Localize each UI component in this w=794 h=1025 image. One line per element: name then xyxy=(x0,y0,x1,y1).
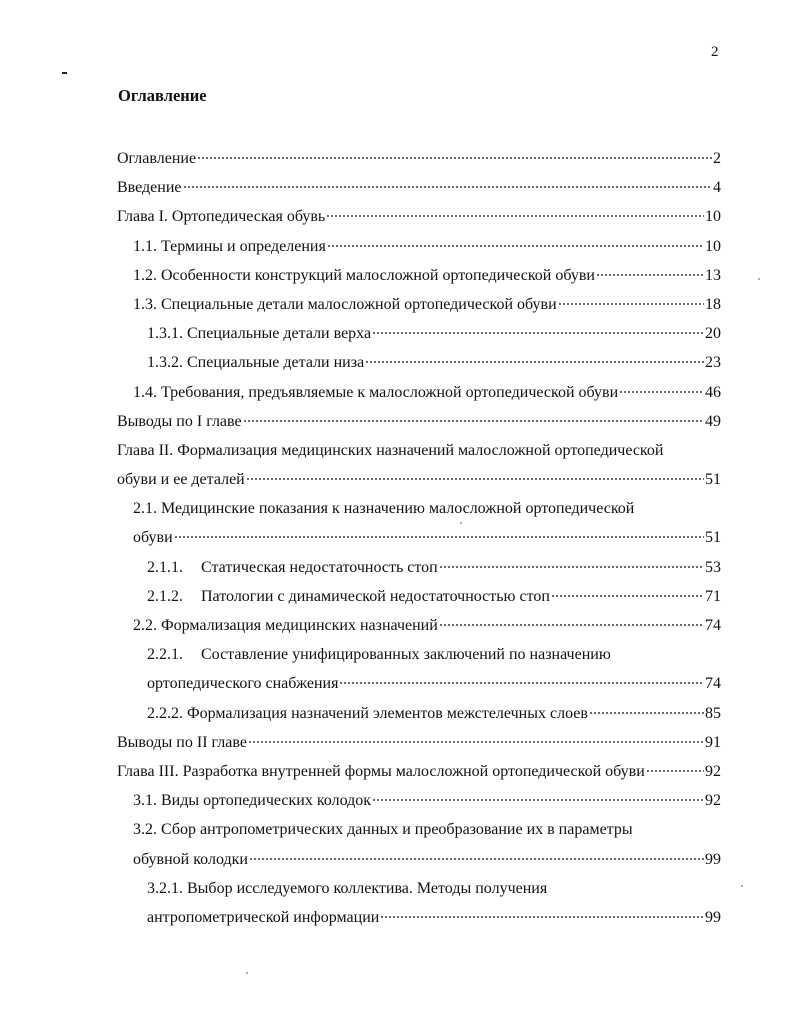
toc-entry[interactable] xyxy=(117,232,721,261)
toc-entry-title: обувной колодки xyxy=(133,850,248,868)
toc-entry-page: 20 xyxy=(705,325,721,343)
dot-leader xyxy=(339,672,704,688)
toc-entry-page: 53 xyxy=(705,558,721,576)
toc-entry[interactable] xyxy=(117,173,721,202)
toc-entry-title: антропометрической информации xyxy=(147,908,380,926)
toc-entry-title: 3.2.1. Выбор исследуемого коллектива. Методы получения xyxy=(147,879,548,897)
dot-leader xyxy=(246,468,704,484)
toc-entry-page: 10 xyxy=(705,237,721,255)
dot-leader xyxy=(327,235,704,251)
toc-entry-line xyxy=(117,815,721,844)
toc-entry[interactable] xyxy=(117,611,721,640)
toc-entry-line xyxy=(117,874,721,903)
toc-entry-title: Оглавление xyxy=(117,150,197,167)
toc-entry-title: 1.2. Особенности конструкций малосложной ортопедической обуви xyxy=(133,266,595,284)
toc-entry-title: 2.2. Формализация медицинских назначений xyxy=(133,617,438,634)
dot-leader xyxy=(183,176,713,192)
toc-entry-title: обуви xyxy=(133,529,173,547)
toc-entry-title: 1.4. Требования, предъявляемые к малосложной ортопедической обуви xyxy=(133,383,619,401)
toc-entry-title: 2.1. Медицинские показания к назначению малосложной ортопедической xyxy=(133,500,635,518)
toc-entry-title: Выводы по I главе xyxy=(117,412,242,430)
toc-entry-title: Введение xyxy=(117,179,182,197)
scan-mark xyxy=(62,72,67,74)
toc-entry-page: 85 xyxy=(705,704,721,722)
table-of-contents xyxy=(117,144,721,932)
toc-entry-title: 3.1. Виды ортопедических колодок xyxy=(133,792,372,810)
scan-speck xyxy=(741,885,743,887)
page-number: 2 xyxy=(711,44,719,60)
toc-entry-page: 13 xyxy=(705,266,721,284)
toc-entry-title: Глава I. Ортопедическая обувь xyxy=(117,208,326,226)
dot-leader xyxy=(646,760,704,776)
toc-entry-title: Глава II. Формализация медицинских назначений малосложной ортопедической xyxy=(117,441,664,459)
toc-entry[interactable] xyxy=(117,144,721,173)
toc-entry-title: 1.3. Специальные детали малосложной ортопедической обуви xyxy=(133,295,557,313)
toc-entry-title: 1.1. Термины и определения xyxy=(133,237,326,255)
toc-entry-page: 51 xyxy=(705,471,721,489)
toc-entry-page: 74 xyxy=(705,617,721,634)
toc-entry-title: Патологии с динамической недостаточностью стоп xyxy=(201,587,550,605)
dot-leader xyxy=(439,556,704,572)
toc-entry[interactable] xyxy=(117,669,721,698)
toc-entry-page: 71 xyxy=(705,587,721,605)
toc-entry-title: Статическая недостаточность стоп xyxy=(201,558,438,576)
dot-leader xyxy=(380,906,704,922)
toc-entry-page: 46 xyxy=(705,383,721,401)
toc-entry-number: 2.2.1. xyxy=(147,646,183,664)
toc-entry[interactable] xyxy=(117,290,721,319)
toc-entry-line xyxy=(117,640,721,669)
toc-entry-page: 51 xyxy=(705,529,721,547)
toc-entry[interactable] xyxy=(117,202,721,231)
toc-entry-number: 2.1.1. xyxy=(147,558,183,576)
toc-entry[interactable] xyxy=(117,261,721,290)
dot-leader xyxy=(372,789,704,805)
toc-entry-title: ортопедического снабжения xyxy=(147,675,339,693)
toc-entry-number: 2.1.2. xyxy=(147,587,183,605)
toc-entry-title: Выводы по II главе xyxy=(117,733,247,751)
toc-entry[interactable] xyxy=(117,903,721,932)
toc-entry[interactable] xyxy=(117,582,721,611)
toc-entry-page: 2 xyxy=(713,150,721,167)
toc-entry-page: 23 xyxy=(705,354,721,372)
dot-leader xyxy=(551,585,704,601)
dot-leader xyxy=(596,264,704,280)
toc-heading: Оглавление xyxy=(118,86,207,105)
toc-entry-title: обуви и ее деталей xyxy=(117,471,245,489)
toc-entry[interactable] xyxy=(117,845,721,874)
toc-entry-title: 1.3.2. Специальные детали низа xyxy=(147,354,365,372)
toc-entry[interactable] xyxy=(117,407,721,436)
toc-entry-title: 2.2.2. Формализация назначений элементов межстелечных слоев xyxy=(147,704,588,722)
dot-leader xyxy=(248,731,704,747)
toc-entry[interactable] xyxy=(117,699,721,728)
dot-leader xyxy=(197,147,712,163)
toc-entry-page: 49 xyxy=(705,412,721,430)
toc-entry[interactable] xyxy=(117,378,721,407)
toc-entry-title: 3.2. Сбор антропометрических данных и преобразование их в параметры xyxy=(133,821,633,839)
toc-entry-page: 92 xyxy=(705,762,721,780)
dot-leader xyxy=(365,351,704,367)
dot-leader xyxy=(558,293,704,309)
toc-entry-page: 99 xyxy=(705,850,721,868)
dot-leader xyxy=(439,614,704,630)
dot-leader xyxy=(249,848,704,864)
toc-entry-page: 92 xyxy=(705,792,721,810)
dot-leader xyxy=(326,205,704,221)
toc-entry-title: Составление унифицированных заключений по назначению xyxy=(201,646,611,664)
toc-entry[interactable] xyxy=(117,465,721,494)
toc-entry-line xyxy=(117,494,721,523)
toc-entry-page: 10 xyxy=(705,208,721,226)
dot-leader xyxy=(372,322,704,338)
toc-entry-page: 74 xyxy=(705,675,721,693)
scan-speck xyxy=(246,972,248,974)
dot-leader xyxy=(174,526,704,542)
toc-entry-page: 18 xyxy=(705,295,721,313)
toc-entry[interactable] xyxy=(117,728,721,757)
toc-entry[interactable] xyxy=(117,348,721,377)
dot-leader xyxy=(619,381,704,397)
toc-entry-page: 99 xyxy=(705,908,721,926)
toc-entry[interactable] xyxy=(117,523,721,552)
toc-entry[interactable] xyxy=(117,786,721,815)
toc-entry-line xyxy=(117,436,721,465)
toc-entry-title: 1.3.1. Специальные детали верха xyxy=(147,325,372,343)
scan-speck xyxy=(758,278,760,280)
toc-entry[interactable] xyxy=(117,319,721,348)
dot-leader xyxy=(243,410,704,426)
toc-entry-title: Глава III. Разработка внутренней формы малосложной ортопедической обуви xyxy=(117,762,645,780)
toc-entry-page: 91 xyxy=(705,733,721,751)
toc-entry[interactable] xyxy=(117,553,721,582)
toc-entry-page: 4 xyxy=(713,179,721,197)
dot-leader xyxy=(589,702,704,718)
toc-entry[interactable] xyxy=(117,757,721,786)
